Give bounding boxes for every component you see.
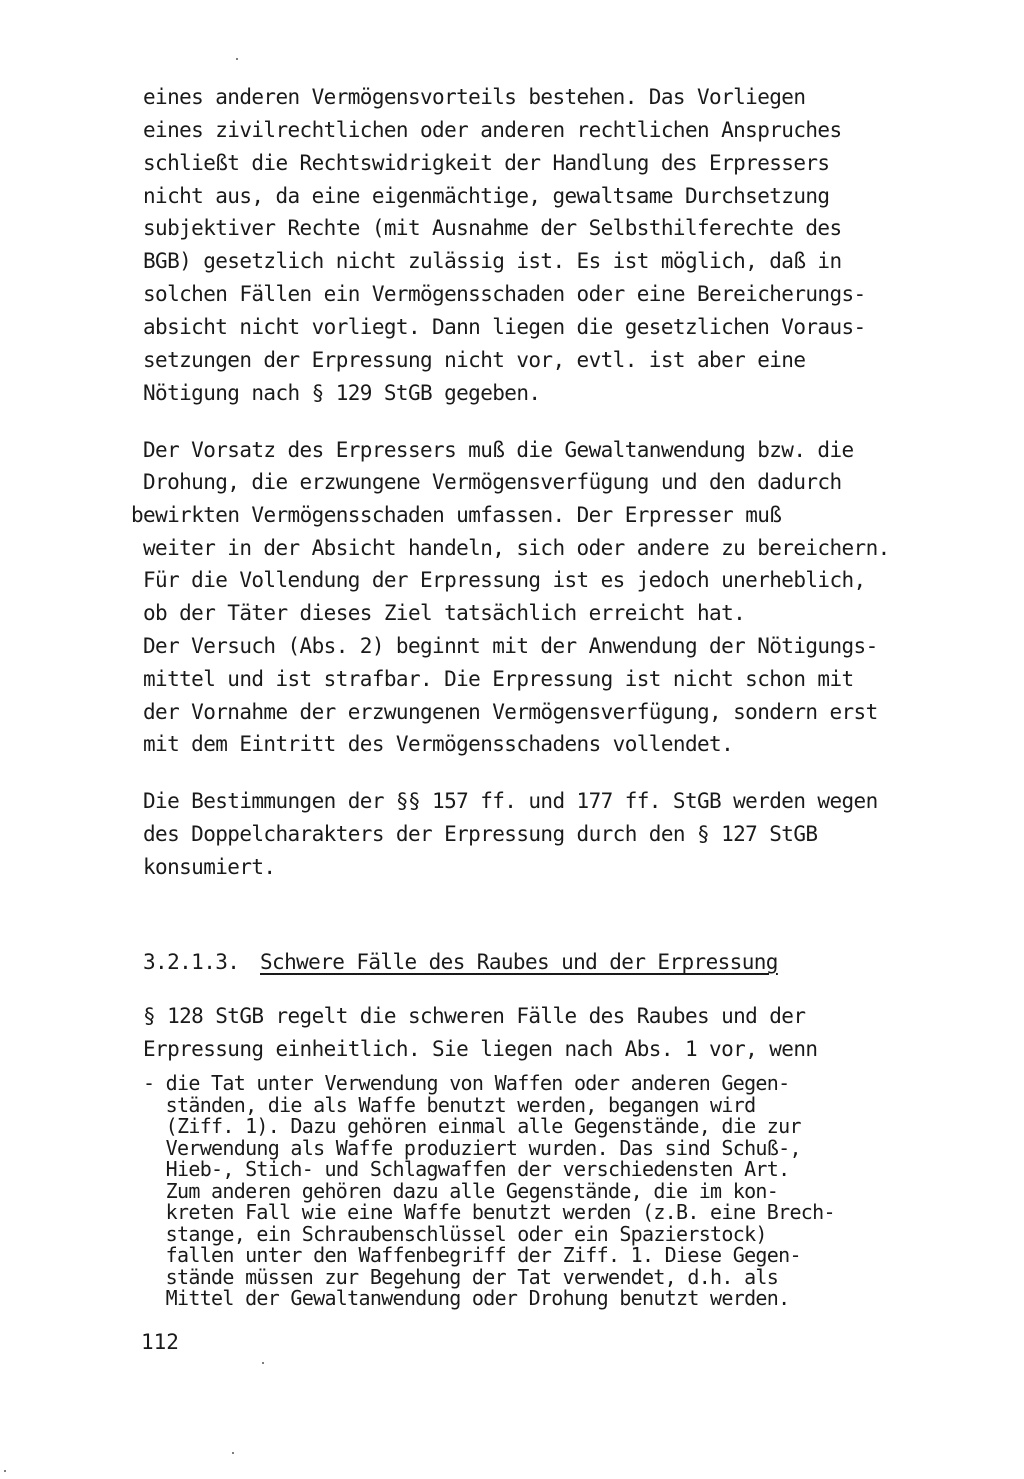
text-line: setzungen der Erpressung nicht vor, evtl. ist aber eine <box>143 348 806 372</box>
text-line: Der Vorsatz des Erpressers muß die Gewaltanwendung bzw. die <box>143 438 854 462</box>
text-line: Erpressung einheitlich. Sie liegen nach Abs. 1 vor, wenn <box>143 1037 818 1061</box>
section-title: Schwere Fälle des Raubes und der Erpressung <box>260 950 778 974</box>
section-number: 3.2.1.3. <box>143 950 240 974</box>
text-line: weiter in der Absicht handeln, sich oder andere zu bereichern. <box>143 536 890 560</box>
text-line: bewirkten Vermögensschaden umfassen. Der Erpresser muß <box>131 503 782 527</box>
text-line: Die Bestimmungen der §§ 157 ff. und 177 ff. StGB werden wegen <box>143 789 878 813</box>
text-line: fallen unter den Waffenbegriff der Ziff. 1. Diese Gegen- <box>143 1243 801 1267</box>
text-line: Verwendung als Waffe produziert wurden. Das sind Schuß-, <box>143 1136 801 1160</box>
text-line: eines zivilrechtlichen oder anderen rechtlichen Anspruches <box>143 118 842 142</box>
text-line: ob der Täter dieses Ziel tatsächlich erreicht hat. <box>143 601 746 625</box>
text-line: stände müssen zur Begehung der Tat verwendet, d.h. als <box>143 1265 779 1289</box>
text-line: ständen, die als Waffe benutzt werden, begangen wird <box>143 1093 756 1117</box>
text-line: des Doppelcharakters der Erpressung durch den § 127 StGB <box>143 822 818 846</box>
text-line: Drohung, die erzwungene Vermögensverfügung und den dadurch <box>143 470 842 494</box>
text-line: § 128 StGB regelt die schweren Fälle des Raubes und der <box>143 1004 806 1028</box>
text-line: - die Tat unter Verwendung von Waffen oder anderen Gegen- <box>143 1071 790 1095</box>
text-line: (Ziff. 1). Dazu gehören einmal alle Gegenstände, die zur <box>143 1114 801 1138</box>
text-line: Mittel der Gewaltanwendung oder Drohung benutzt werden. <box>143 1286 790 1310</box>
text-line: nicht aus, da eine eigenmächtige, gewaltsame Durchsetzung <box>143 184 830 208</box>
text-line: konsumiert. <box>143 855 276 879</box>
scan-speck <box>236 58 238 60</box>
text-line: mit dem Eintritt des Vermögensschadens vollendet. <box>143 732 734 756</box>
text-line: BGB) gesetzlich nicht zulässig ist. Es ist möglich, daß in <box>143 249 842 273</box>
text-line: Für die Vollendung der Erpressung ist es jedoch unerheblich, <box>143 568 866 592</box>
text-line: stange, ein Schraubenschlüssel oder ein Spazierstock) <box>143 1222 767 1246</box>
text-line: absicht nicht vorliegt. Dann liegen die gesetzlichen Voraus- <box>143 315 866 339</box>
text-line: schließt die Rechtswidrigkeit der Handlung des Erpressers <box>143 151 830 175</box>
text-line: subjektiver Rechte (mit Ausnahme der Selbsthilferechte des <box>143 216 842 240</box>
text-line: Zum anderen gehören dazu alle Gegenstände, die im kon- <box>143 1179 779 1203</box>
text-line: mittel und ist strafbar. Die Erpressung ist nicht schon mit <box>143 667 854 691</box>
text-line: Der Versuch (Abs. 2) beginnt mit der Anwendung der Nötigungs- <box>143 634 878 658</box>
scan-speck <box>4 1470 6 1472</box>
text-line: eines anderen Vermögensvorteils bestehen. Das Vorliegen <box>143 85 806 109</box>
scan-speck <box>262 1362 264 1364</box>
scan-speck <box>232 1452 234 1454</box>
page-number: 112 <box>141 1330 179 1354</box>
text-line: solchen Fällen ein Vermögensschaden oder eine Bereicherungs- <box>143 282 866 306</box>
text-line: Hieb-, Stich- und Schlagwaffen der verschiedensten Art. <box>143 1157 790 1181</box>
text-line: kreten Fall wie eine Waffe benutzt werden (z.B. eine Brech- <box>143 1200 835 1224</box>
text-line: der Vornahme der erzwungenen Vermögensverfügung, sondern erst <box>143 700 878 724</box>
text-line: Nötigung nach § 129 StGB gegeben. <box>143 381 541 405</box>
